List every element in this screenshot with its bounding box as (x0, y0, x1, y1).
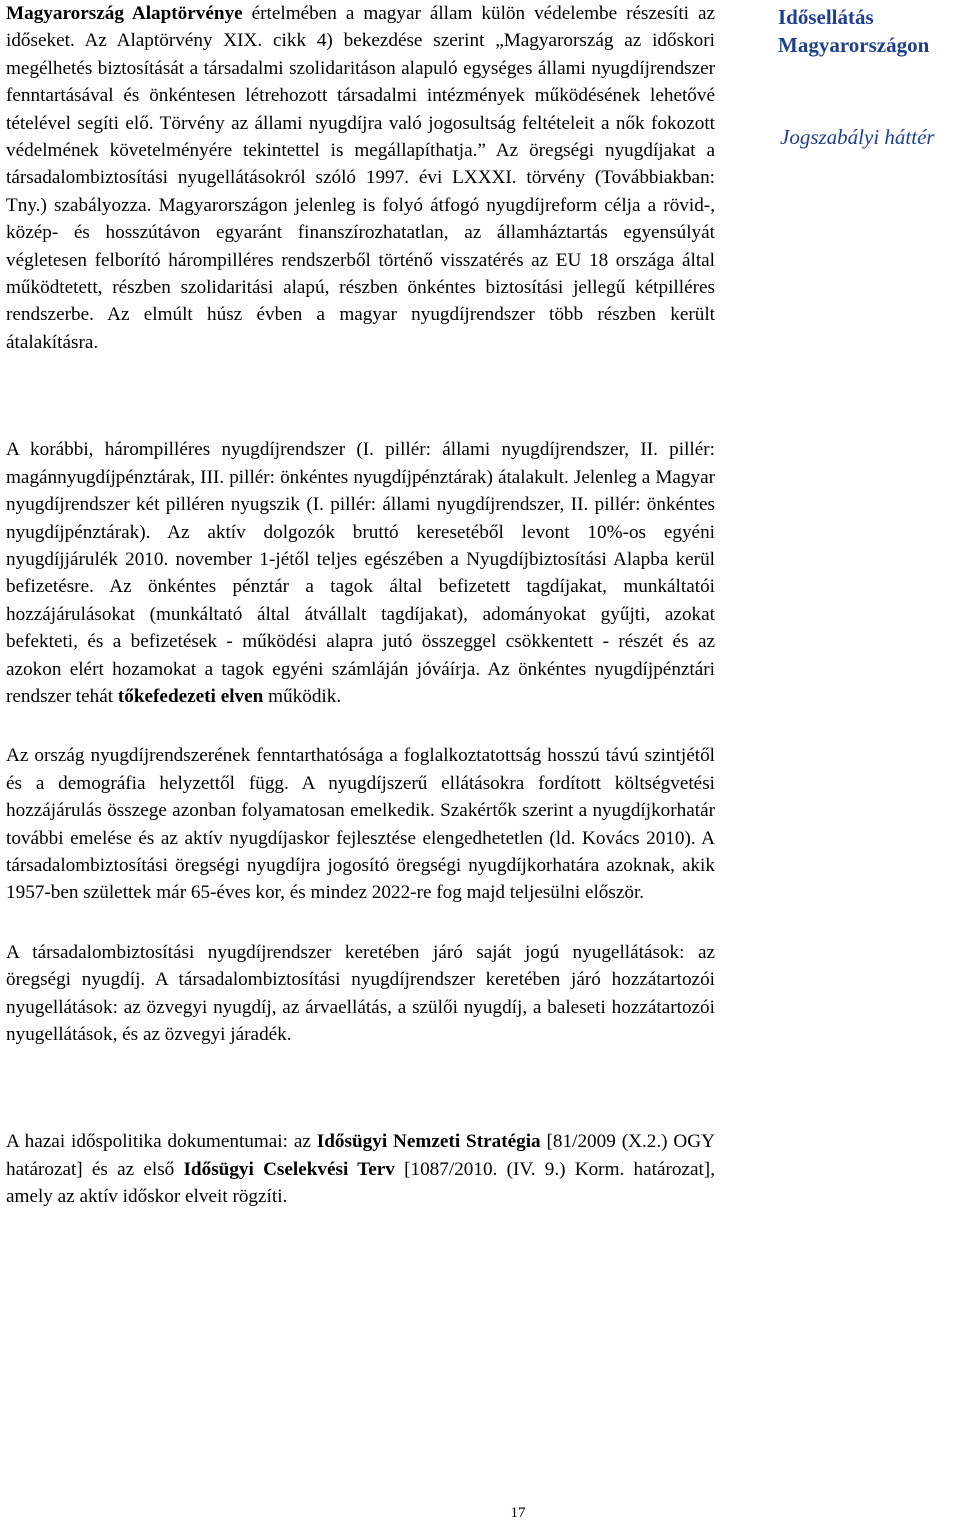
paragraph-sustainability: Az ország nyugdíjrendszerének fenntarthatósága a foglalkoztatottság hosszú távú szintjétől és a demográfia helyzettől függ. A nyugdíjszerű ellátásokra fordított költségvetési hozzájárulás összege azonban folyamatosan emelkedik. Szakértők szerint a nyugdíjkorhatár további emelése és az aktív nyugdíjaskor fejlesztése elengedhetetlen (ld. Kovács 2010). A társadalombiztosítási öregségi nyugdíjra jogosító öregségi nyugdíjkorhatára azoknak, akik 1957-ben születtek már 65-éves kor, és mindez 2022-re fog majd teljesülni először. (6, 745, 715, 904)
pillars-bold-term: tőkefedezeti elven (117, 685, 264, 707)
sidebar-heading-line1: Idősellátás (778, 5, 874, 29)
alaptorveny-text: értelmében a magyar állam külön védelembe részesíti az időseket. Az Alaptörvény XIX. cikk 4) bekezdése szerint „Magyarország az időskori megélhetés biztosítását a társadalmi szolidaritáson alapuló egységes állami nyugdíjrendszer fenntartásával és önkéntesen létrehozott társadalmi intézmények működésének lehetővé tételével segíti elő. Törvény az állami nyugdíjra való jogosultság feltételeit a nők fokozott védelmének követelményére tekintettel is megállapíthatja.” Az öregségi nyugdíjakat a társadalombiztosítási nyugellátásokról szóló 1997. évi LXXXI. törvény (Továbbiakban: Tny.) szabályozza. Magyarországon jelenleg is folyó átfogó nyugdíjreform célja a rövid-, közép- és hosszútávon egyaránt finanszírozhatatlan, az államháztartás egyensúlyát végletesen felborító hárompilléres rendszerből történő visszatérés az EU 18 országa által működtetett, részben szolidaritási alapú, részben önkéntes biztosítási jellegű kétpilléres rendszerbe. Az elmúlt húsz évben a magyar nyugdíjrendszer több részben került átalakításra. (6, 3, 715, 353)
paragraph-alaptorveny (6, 0, 715, 356)
policy-text-2: [81/2009 (X.2.) OGY határozat] és az első (6, 1131, 715, 1180)
paragraph-benefits: A társadalombiztosítási nyugdíjrendszer keretében járó saját jogú nyugellátások: az öregségi nyugdíj. A társadalombiztosítási nyugdíjrendszer keretében járó hozzátartozói nyugellátások: az özvegyi nyugdíj, az árvaellátás, a szülői nyugdíj, a baleseti hozzátartozói nyugellátások, és az özvegyi járadék. (6, 941, 715, 1045)
sidebar-heading-line2: Magyarországon (778, 33, 930, 57)
policy-text-1: A hazai időspolitika dokumentumai: az (6, 1131, 317, 1153)
sidebar-heading (778, 3, 960, 59)
policy-bold-strategy: Idősügyi Nemzeti Stratégia (316, 1131, 541, 1153)
pillars-text-end: működik. (263, 685, 342, 707)
policy-bold-action-plan: Idősügyi Cselekvési Terv (183, 1158, 395, 1180)
paragraph-pillars (6, 436, 715, 710)
paragraph-policy-documents (6, 1128, 715, 1210)
main-text-column (6, 0, 715, 1211)
pillars-text: A korábbi, hárompilléres nyugdíjrendszer (I. pillér: állami nyugdíjrendszer, II. pillér: magánnyugdíjpénztárak, III. pillér: önkéntes nyugdíjpénztárak) átalakult. Jelenleg a Magyar nyugdíjrendszer két pilléren nyugszik (I. pillér: állami nyugdíjrendszer, II. pillér: önkéntes nyugdíjpénztárak). Az aktív dolgozók bruttó keresetéből levont 10%-os egyéni nyugdíjjárulék 2010. november 1-jétől teljes egészében a Nyugdíjbiztosítási Alapba kerül befizetésre. Az önkéntes pénztár a tagok által befizetett tagdíjakat, munkáltatói hozzájárulásokat (munkáltató által átvállalt tagdíjakat), adományokat gyűjti, azokat befekteti, és a befizetések - működési alapra jutó összeggel csökkentett - részét és az azokon elért hozamokat a tagok egyéni számláján jóváírja. Az önkéntes nyugdíjpénztári rendszer tehát (6, 439, 715, 707)
page-number: 17 (510, 1505, 526, 1521)
sidebar (778, 3, 960, 151)
policy-text-3: [1087/2010. (IV. 9.) Korm. határozat], amely az aktív időskor elveit rögzíti. (6, 1158, 715, 1208)
alaptorveny-bold-lead: Magyarország Alaptörvénye (6, 3, 243, 24)
sidebar-subheading: Jogszabályi háttér (780, 125, 935, 149)
